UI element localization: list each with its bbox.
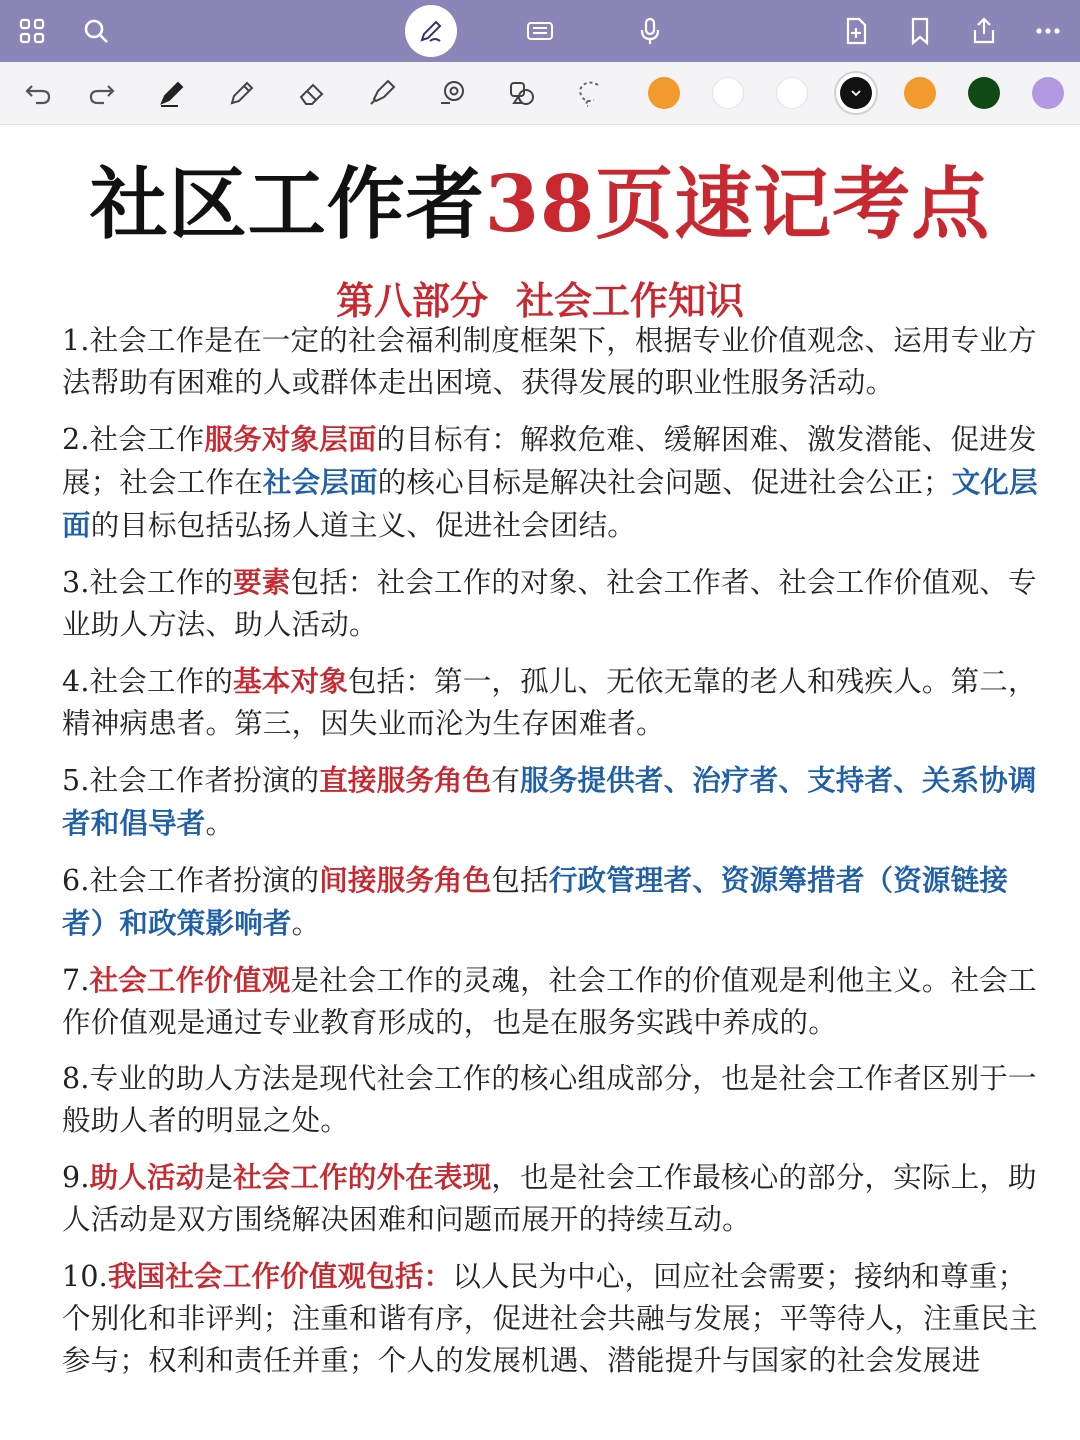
note-text: 4.社会工作的 bbox=[62, 665, 234, 698]
red-keyword: 我国社会工作价值观包括： bbox=[107, 1259, 453, 1293]
fountain-pen-icon[interactable] bbox=[148, 70, 196, 116]
blue-keyword: 服务提供者、治疗者、支持者、关系协调者和倡导者 bbox=[62, 763, 1037, 840]
eraser-icon[interactable] bbox=[288, 70, 336, 116]
red-keyword: 基本对象 bbox=[233, 664, 348, 698]
note-text: 有 bbox=[491, 764, 521, 797]
note-item bbox=[62, 561, 1046, 646]
bookmark-icon[interactable] bbox=[896, 8, 944, 54]
note-item bbox=[62, 759, 1046, 845]
search-icon[interactable] bbox=[72, 8, 120, 54]
undo-icon[interactable] bbox=[14, 70, 62, 116]
note-item bbox=[62, 320, 1046, 404]
pen-mode-icon[interactable] bbox=[405, 5, 457, 57]
color-swatch-orange[interactable] bbox=[904, 77, 936, 109]
sticker-icon[interactable] bbox=[498, 70, 546, 116]
note-text: 1.社会工作是在一定的社会福利制度框架下，根据专业价值观念、运用专业方法帮助有困难的人或群体走出困境、获得发展的职业性服务活动。 bbox=[62, 324, 1037, 399]
more-icon[interactable] bbox=[1024, 8, 1072, 54]
redo-icon[interactable] bbox=[78, 70, 126, 116]
section-name: 社会工作知识 bbox=[516, 278, 745, 323]
note-text: 是社会工作的灵魂，社会工作的价值观是利他主义。社会工作价值观是通过专业教育形成的，也是在服务实践中养成的。 bbox=[62, 964, 1037, 1039]
red-keyword: 要素 bbox=[233, 565, 291, 599]
red-keyword: 助人活动 bbox=[89, 1160, 205, 1194]
red-keyword: 社会工作价值观 bbox=[89, 963, 291, 997]
note-item bbox=[62, 959, 1046, 1044]
page-title bbox=[0, 142, 1080, 254]
title-black-part: 社区工作者 bbox=[89, 159, 485, 250]
note-text: 是 bbox=[204, 1161, 234, 1194]
note-page[interactable] bbox=[0, 124, 1080, 1440]
color-swatch-lavender[interactable] bbox=[1032, 77, 1064, 109]
note-text: 的目标有：解救危难、缓解困难、激发潜能、促进发展；社会工作在 bbox=[62, 423, 1037, 499]
microphone-icon[interactable] bbox=[626, 8, 674, 54]
grid-icon[interactable] bbox=[8, 8, 56, 54]
highlighter-icon[interactable] bbox=[358, 70, 406, 116]
blue-keyword: 行政管理者、资源筹措者（资源链接者）和政策影响者 bbox=[62, 863, 1009, 940]
note-text: 9. bbox=[62, 1161, 90, 1194]
note-text: 8.专业的助人方法是现代社会工作的核心组成部分，也是社会工作者区别于一般助人者的明显之处。 bbox=[62, 1062, 1037, 1137]
note-text: 的核心目标是解决社会问题、促进社会公正； bbox=[377, 466, 952, 499]
note-item bbox=[62, 660, 1046, 745]
add-page-icon[interactable] bbox=[832, 8, 880, 54]
note-text: 。 bbox=[291, 907, 321, 940]
note-text: 以人民为中心，回应社会需要；接纳和尊重；个别化和非评判；注重和谐有序，促进社会共融与发展；平等待人，注重民主参与；权利和责任并重；个人的发展机遇、潜能提升与国家的社会发展进 bbox=[62, 1260, 1038, 1377]
drawing-toolbar bbox=[0, 62, 1080, 125]
top-bar bbox=[0, 0, 1080, 62]
lasso-icon[interactable] bbox=[566, 70, 614, 116]
note-text: 6.社会工作者扮演的 bbox=[62, 864, 320, 897]
note-text: 包括：社会工作的对象、社会工作者、社会工作价值观、专业助人方法、助人活动。 bbox=[62, 566, 1037, 641]
blue-keyword: 社会层面 bbox=[262, 465, 378, 499]
note-text: 。 bbox=[205, 807, 235, 840]
color-swatch-white[interactable] bbox=[776, 77, 808, 109]
note-text: 包括：第一，孤儿、无依无靠的老人和残疾人。第二，精神病患者。第三，因失业而沦为生存困难者。 bbox=[62, 665, 1037, 740]
note-text: 10. bbox=[62, 1260, 108, 1293]
note-text: 包括 bbox=[491, 864, 549, 897]
red-keyword: 直接服务角色 bbox=[319, 763, 492, 797]
note-text: 5.社会工作者扮演的 bbox=[62, 764, 320, 797]
note-text: 2.社会工作 bbox=[62, 423, 205, 456]
share-icon[interactable] bbox=[960, 8, 1008, 54]
blue-keyword: 文化层面 bbox=[62, 465, 1038, 542]
red-keyword: 服务对象层面 bbox=[204, 422, 377, 456]
shape-icon[interactable] bbox=[428, 70, 476, 116]
color-swatch-black[interactable] bbox=[840, 77, 872, 109]
section-number: 第八部分 bbox=[335, 278, 488, 323]
keyboard-icon[interactable] bbox=[516, 8, 564, 54]
note-item bbox=[62, 418, 1046, 547]
note-text: 7. bbox=[62, 964, 90, 997]
color-swatch-white[interactable] bbox=[712, 77, 744, 109]
note-item bbox=[62, 1255, 1046, 1382]
note-item bbox=[62, 1156, 1046, 1241]
color-swatch-dark-green[interactable] bbox=[968, 77, 1000, 109]
color-swatch-orange[interactable] bbox=[648, 77, 680, 109]
note-item bbox=[62, 859, 1046, 945]
note-item bbox=[62, 1058, 1046, 1142]
section-heading bbox=[0, 270, 1080, 325]
chevron-down-icon bbox=[850, 87, 862, 99]
note-text: 的目标包括弘扬人道主义、促进社会团结。 bbox=[90, 509, 637, 542]
title-red-part: 38页速记考点 bbox=[484, 159, 991, 250]
note-list bbox=[62, 320, 1046, 1396]
note-text: 3.社会工作的 bbox=[62, 566, 234, 599]
red-keyword: 间接服务角色 bbox=[319, 863, 492, 897]
red-keyword: 社会工作的外在表现 bbox=[233, 1160, 492, 1194]
pencil-icon[interactable] bbox=[218, 70, 266, 116]
note-text: ，也是社会工作最核心的部分，实际上，助人活动是双方围绕解决困难和问题而展开的持续互动。 bbox=[62, 1161, 1037, 1236]
